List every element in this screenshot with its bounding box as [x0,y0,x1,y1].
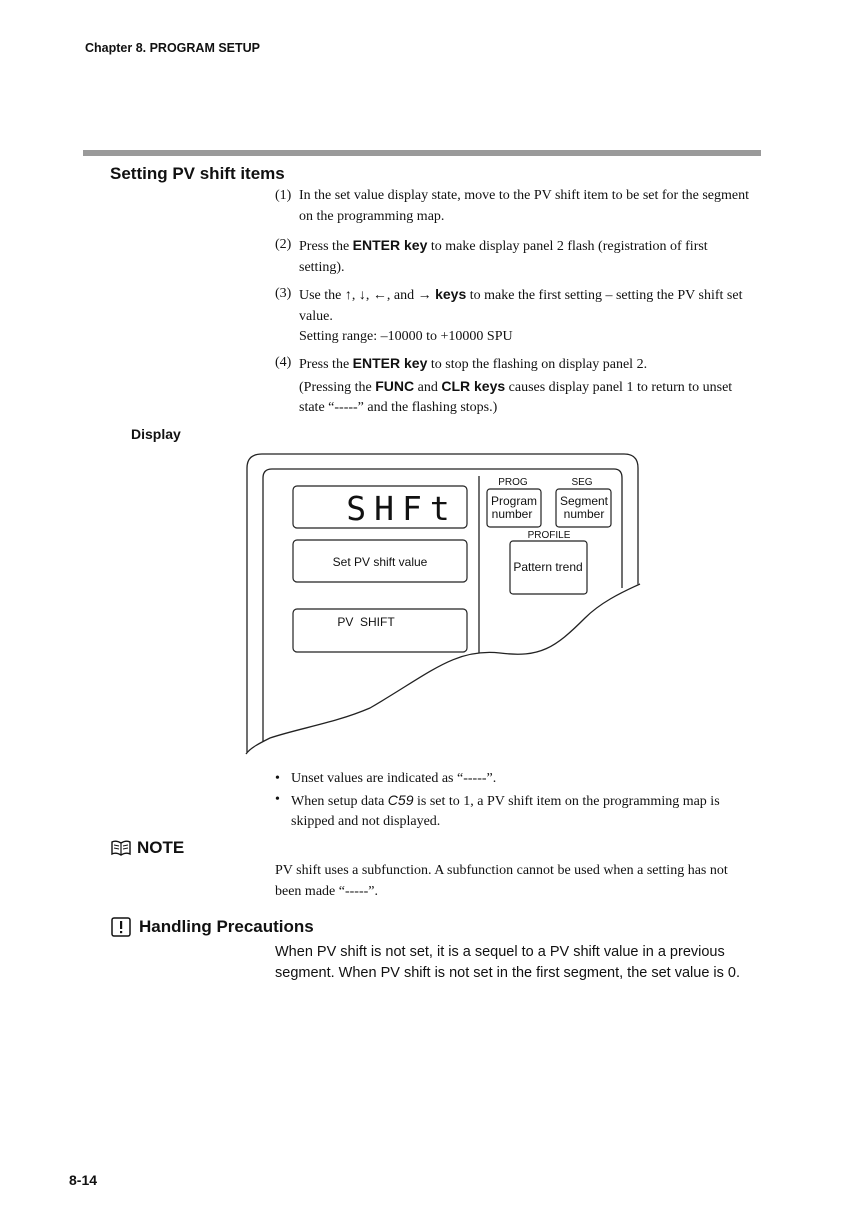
note-title: NOTE [137,838,185,857]
key-name: FUNC [375,377,415,394]
panel1-readout: SHFt [346,489,458,528]
list-item: • Unset values are indicated as “-----”. [275,771,497,786]
open-book-icon [111,839,131,857]
note-heading [111,838,184,858]
handling-text: When PV shift is not set, it is a sequel to a PV shift value in a previous segment. When PV shift is not set in the first segment, the set value is 0. [275,944,741,981]
list-item: • When setup data C59 is set to 1, a PV shift item on the programming map is skipped and not displayed. [275,791,720,829]
segment-line-2: number [563,507,605,521]
prog-label: PROG [498,477,528,488]
setup-code: C59 [387,791,414,808]
exclamation-box-icon [111,917,131,937]
step-text: Press the ENTER key to stop the flashing on display panel 2. (Pressing the FUNC and CLR keys causes display panel 1 to return to unset state “-----” and the flashing stops.) [299,355,733,415]
step-3 [275,284,755,348]
program-line-1: Program [490,494,538,508]
key-name: ENTER key [352,237,428,253]
section-title: Setting PV shift items [110,164,285,183]
step-2 [275,235,755,278]
key-name: keys [435,286,467,302]
panel3-text: PV SHIFT [337,615,395,629]
step-text: Press the ENTER key to make display panel 2 flash (registration of first setting). [299,237,708,275]
key-name: CLR keys [441,377,506,394]
step-4 [275,353,755,419]
step-1 [275,186,755,227]
display-notes [275,769,755,833]
segment-line-1: Segment [559,494,609,508]
display-diagram [240,448,650,763]
step-text: Use the ↑, ↓, ←, and → keys to make the first setting – setting the PV shift set value. Setting range: –10000 to +10000 SPU [299,286,743,344]
section-divider [83,150,761,156]
step-number: (2) [275,237,292,252]
page-number: 8-14 [69,1172,98,1188]
profile-value: Pattern trend [513,560,583,574]
handling-title: Handling Precautions [139,917,314,936]
chapter-header: Chapter 8. PROGRAM SETUP [85,41,261,55]
panel2-text: Set PV shift value [332,555,428,569]
step-number: (3) [275,286,292,301]
setting-range: Setting range: –10000 to +10000 SPU [299,329,513,344]
step-number: (1) [275,188,292,203]
profile-label: PROFILE [527,530,571,541]
handling-precautions-heading [111,917,314,937]
step-number: (4) [275,355,292,370]
seg-label: SEG [571,477,593,488]
program-line-2: number [491,507,533,521]
display-label: Display [131,426,181,442]
step-text: In the set value display state, move to the PV shift item to be set for the segment on the programming map. [299,188,749,224]
note-text: PV shift uses a subfunction. A subfunction cannot be used when a setting has not been made “-----”. [275,863,728,899]
key-name: ENTER key [352,355,428,371]
